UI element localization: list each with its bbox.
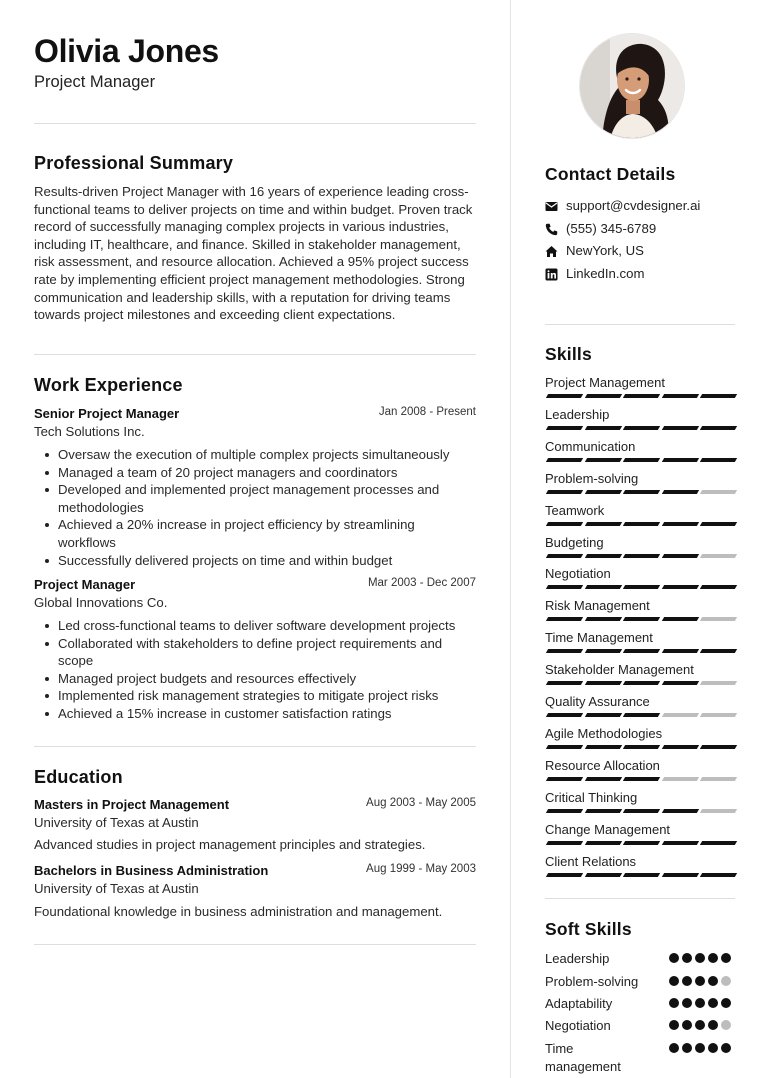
contact-text: LinkedIn.com — [566, 266, 645, 281]
skill-item — [545, 535, 735, 567]
skill-label: Client Relations — [545, 853, 637, 869]
rating-segment-filled — [700, 649, 737, 653]
phone-icon — [545, 223, 558, 236]
skill-label: Negotiation — [545, 566, 611, 582]
rating-dot-filled — [682, 1020, 692, 1030]
rating-dot-filled — [721, 953, 731, 963]
rating-segment-filled — [584, 585, 621, 589]
job-date: Jan 2008 - Present — [378, 406, 476, 418]
rating-segment-filled — [584, 873, 621, 877]
skill-label: Risk Management — [545, 598, 650, 614]
skill-item — [545, 758, 735, 790]
candidate-title: Project Manager — [34, 73, 156, 91]
rating-segment-filled — [623, 681, 660, 685]
header-divider — [34, 123, 476, 124]
rating-dot-filled — [708, 998, 718, 1008]
job-date: Mar 2003 - Dec 2007 — [367, 577, 476, 589]
rating-dot-filled — [669, 976, 679, 986]
rating-segment-filled — [623, 873, 660, 877]
rating-segment-filled — [661, 649, 698, 653]
rating-segment-filled — [546, 745, 583, 749]
rating-segment-filled — [700, 873, 737, 877]
skill-rating-bar — [545, 777, 735, 781]
education-date: Aug 1999 - May 2003 — [366, 863, 476, 875]
rating-segment-filled — [700, 522, 737, 526]
soft-skill-rating — [669, 1043, 735, 1054]
skill-label: Teamwork — [545, 502, 605, 518]
rating-segment-empty — [700, 713, 737, 717]
skill-rating-bar — [545, 681, 735, 685]
summary-text: Results-driven Project Manager with 16 years of experience leading cross-functional teams to deliver projects on time and within budget. Proven track record of successfully managing complex projects in various industries, including IT, healthcare, and finance. Skilled in stakeholder management, risk assessment, and resource allocation. Achieved a 95% project success rate by implementing efficient project management methodologies. Strong communication and leadership skills, with a reputation for driving teams towards project milestones and exceeding client expectations. — [34, 184, 473, 323]
linkedin-icon — [545, 268, 558, 281]
education-date: Aug 2003 - May 2005 — [366, 797, 476, 809]
rating-segment-filled — [623, 649, 660, 653]
rating-dot-filled — [708, 976, 718, 986]
skill-item — [545, 503, 735, 535]
rating-segment-filled — [661, 617, 698, 621]
skill-item — [545, 822, 735, 854]
rating-dot-filled — [669, 1020, 679, 1030]
rating-segment-filled — [623, 554, 660, 558]
rating-segment-filled — [546, 649, 583, 653]
rating-segment-filled — [700, 458, 737, 462]
skill-rating-bar — [545, 649, 735, 653]
rating-dot-filled — [695, 998, 705, 1008]
rating-segment-filled — [584, 458, 621, 462]
education-desc: Advanced studies in project management principles and strategies. — [34, 837, 426, 852]
rating-segment-filled — [546, 809, 583, 813]
rating-dot-filled — [708, 1020, 718, 1030]
bullet-item: Oversaw the execution of multiple complex projects simultaneously — [34, 446, 476, 464]
rating-segment-filled — [584, 777, 621, 781]
rating-segment-filled — [584, 490, 621, 494]
skill-rating-bar — [545, 617, 735, 621]
avatar — [579, 33, 685, 139]
job-company: Tech Solutions Inc. — [34, 424, 145, 439]
skill-label: Critical Thinking — [545, 789, 638, 805]
contact-email[interactable] — [545, 198, 735, 216]
rating-dot-filled — [708, 1043, 718, 1053]
soft-skills-heading: Soft Skills — [545, 919, 632, 939]
skill-rating-bar — [545, 585, 735, 589]
rating-dot-filled — [669, 1043, 679, 1053]
rating-dot-filled — [682, 976, 692, 986]
school-name: University of Texas at Austin — [34, 815, 199, 830]
rating-dot-filled — [695, 1020, 705, 1030]
rating-dot-filled — [695, 976, 705, 986]
soft-skill-rating — [669, 953, 735, 964]
summary-heading: Professional Summary — [34, 153, 234, 173]
rating-segment-filled — [546, 458, 583, 462]
rating-segment-filled — [623, 585, 660, 589]
skill-item — [545, 630, 735, 662]
skill-label: Problem-solving — [545, 470, 639, 486]
rating-segment-filled — [546, 394, 583, 398]
skill-rating-bar — [545, 554, 735, 558]
soft-skill-label: Leadership — [545, 951, 610, 966]
rating-segment-filled — [623, 522, 660, 526]
school-name: University of Texas at Austin — [34, 881, 199, 896]
home-icon — [545, 245, 558, 258]
skill-item — [545, 662, 735, 694]
skill-rating-bar — [545, 713, 735, 717]
skill-rating-bar — [545, 394, 735, 398]
soft-skill-label: Time management — [545, 1041, 621, 1074]
rating-segment-filled — [584, 617, 621, 621]
rating-segment-filled — [546, 585, 583, 589]
bullet-item: Implemented risk management strategies to mitigate project risks — [34, 687, 476, 705]
column-divider — [510, 0, 511, 1078]
envelope-icon — [545, 200, 558, 213]
skill-label: Quality Assurance — [545, 694, 650, 709]
skill-item — [545, 471, 735, 503]
rating-segment-filled — [584, 426, 621, 430]
skill-label: Budgeting — [545, 534, 604, 550]
bullet-item: Managed a team of 20 project managers and coordinators — [34, 464, 476, 482]
rating-dot-filled — [669, 953, 679, 963]
rating-segment-filled — [623, 458, 660, 462]
contact-heading: Contact Details — [545, 164, 676, 184]
skill-item — [545, 566, 735, 598]
job-bullets — [34, 446, 476, 569]
degree-title: Bachelors in Business Administration — [34, 863, 269, 878]
skill-rating-bar — [545, 809, 735, 813]
rating-segment-empty — [700, 681, 737, 685]
contact-phone[interactable] — [545, 221, 735, 239]
rating-segment-filled — [623, 841, 660, 845]
contact-divider — [545, 324, 735, 325]
education-desc: Foundational knowledge in business administration and management. — [34, 904, 443, 919]
rating-segment-filled — [661, 458, 698, 462]
rating-dot-empty — [721, 976, 731, 986]
rating-segment-filled — [584, 649, 621, 653]
contact-location — [545, 243, 735, 261]
rating-segment-filled — [661, 426, 698, 430]
soft-skill-rating — [669, 998, 735, 1009]
rating-segment-filled — [661, 554, 698, 558]
job-title: Project Manager — [34, 577, 136, 592]
skills-heading: Skills — [545, 344, 592, 364]
rating-segment-filled — [700, 426, 737, 430]
contact-text: support@cvdesigner.ai — [566, 198, 701, 213]
rating-segment-empty — [700, 617, 737, 621]
skill-item — [545, 375, 735, 407]
soft-skill-label: Problem-solving — [545, 974, 639, 989]
rating-segment-empty — [700, 777, 737, 781]
bullet-item: Successfully delivered projects on time and within budget — [34, 552, 476, 570]
rating-segment-filled — [623, 777, 660, 781]
job-header — [34, 406, 476, 424]
rating-segment-filled — [623, 426, 660, 430]
skill-label: Change Management — [545, 821, 671, 837]
rating-segment-filled — [584, 394, 621, 398]
rating-segment-empty — [661, 777, 698, 781]
job-company: Global Innovations Co. — [34, 595, 168, 610]
rating-segment-filled — [546, 841, 583, 845]
contact-text: NewYork, US — [566, 243, 644, 258]
bullet-item: Achieved a 15% increase in customer satisfaction ratings — [34, 705, 476, 723]
skill-label: Stakeholder Management — [545, 662, 694, 678]
skill-rating-bar — [545, 426, 735, 430]
soft-skill-rating — [669, 1020, 735, 1031]
rating-segment-filled — [661, 522, 698, 526]
rating-dot-filled — [682, 998, 692, 1008]
skill-label: Communication — [545, 438, 636, 454]
skill-rating-bar — [545, 522, 735, 526]
rating-segment-filled — [623, 713, 660, 717]
rating-segment-filled — [623, 617, 660, 621]
rating-dot-filled — [695, 953, 705, 963]
contact-text: (555) 345-6789 — [566, 221, 657, 236]
rating-segment-filled — [584, 745, 621, 749]
skill-rating-bar — [545, 841, 735, 845]
candidate-name: Olivia Jones — [34, 33, 219, 69]
education-header — [34, 797, 476, 815]
rating-segment-filled — [546, 554, 583, 558]
rating-segment-filled — [546, 617, 583, 621]
skill-rating-bar — [545, 873, 735, 877]
rating-segment-empty — [700, 554, 737, 558]
bullet-item: Managed project budgets and resources effectively — [34, 670, 476, 688]
rating-segment-filled — [584, 713, 621, 717]
rating-segment-filled — [700, 745, 737, 749]
contact-linkedin[interactable] — [545, 266, 735, 284]
rating-segment-filled — [584, 809, 621, 813]
rating-dot-filled — [708, 953, 718, 963]
skill-item — [545, 854, 735, 886]
rating-segment-empty — [700, 490, 737, 494]
skill-label: Time Management — [545, 630, 653, 646]
rating-dot-filled — [682, 1043, 692, 1053]
skill-label: Project Management — [545, 375, 665, 390]
degree-title: Masters in Project Management — [34, 797, 230, 812]
skill-item — [545, 439, 735, 471]
experience-divider — [34, 746, 476, 747]
rating-segment-filled — [623, 394, 660, 398]
rating-dot-filled — [682, 953, 692, 963]
rating-dot-filled — [721, 1043, 731, 1053]
profile-photo — [580, 34, 685, 139]
rating-segment-filled — [661, 745, 698, 749]
rating-segment-filled — [623, 745, 660, 749]
rating-segment-filled — [546, 873, 583, 877]
skill-rating-bar — [545, 490, 735, 494]
rating-segment-filled — [546, 681, 583, 685]
rating-segment-filled — [584, 554, 621, 558]
rating-segment-filled — [700, 585, 737, 589]
rating-segment-filled — [623, 809, 660, 813]
rating-segment-filled — [661, 809, 698, 813]
rating-segment-empty — [661, 713, 698, 717]
rating-segment-filled — [661, 841, 698, 845]
rating-segment-filled — [546, 522, 583, 526]
rating-segment-filled — [584, 841, 621, 845]
skill-item — [545, 694, 735, 726]
rating-segment-filled — [546, 713, 583, 717]
rating-segment-filled — [584, 522, 621, 526]
job-bullets — [34, 617, 476, 723]
rating-segment-filled — [661, 585, 698, 589]
skill-label: Agile Methodologies — [545, 725, 663, 741]
bullet-item: Developed and implemented project management processes and methodologies — [34, 481, 476, 516]
rating-segment-filled — [584, 681, 621, 685]
rating-dot-filled — [721, 998, 731, 1008]
rating-segment-filled — [661, 394, 698, 398]
rating-dot-filled — [669, 998, 679, 1008]
summary-divider — [34, 354, 476, 355]
rating-dot-empty — [721, 1020, 731, 1030]
job-header — [34, 577, 476, 595]
rating-segment-filled — [661, 490, 698, 494]
rating-segment-filled — [546, 777, 583, 781]
skill-rating-bar — [545, 745, 735, 749]
rating-segment-filled — [700, 394, 737, 398]
rating-segment-filled — [623, 490, 660, 494]
rating-segment-filled — [546, 490, 583, 494]
education-header — [34, 863, 476, 881]
skills-divider — [545, 898, 735, 899]
skill-label: Resource Allocation — [545, 757, 660, 773]
rating-segment-filled — [661, 873, 698, 877]
rating-segment-filled — [546, 426, 583, 430]
skill-item — [545, 407, 735, 439]
soft-skill-label: Negotiation — [545, 1018, 611, 1033]
skill-label: Leadership — [545, 406, 610, 422]
rating-dot-filled — [695, 1043, 705, 1053]
experience-heading: Work Experience — [34, 375, 183, 395]
education-heading: Education — [34, 767, 123, 787]
rating-segment-filled — [661, 681, 698, 685]
job-title: Senior Project Manager — [34, 406, 180, 421]
rating-segment-empty — [700, 809, 737, 813]
bullet-item: Achieved a 20% increase in project efficiency by streamlining workflows — [34, 516, 476, 551]
rating-segment-filled — [700, 841, 737, 845]
skill-item — [545, 726, 735, 758]
skill-item — [545, 598, 735, 630]
skill-rating-bar — [545, 458, 735, 462]
bullet-item: Collaborated with stakeholders to define project requirements and scope — [34, 635, 476, 670]
soft-skill-rating — [669, 976, 735, 987]
bullet-item: Led cross-functional teams to deliver software development projects — [34, 617, 476, 635]
skill-item — [545, 790, 735, 822]
education-divider — [34, 944, 476, 945]
soft-skill-label: Adaptability — [545, 996, 613, 1011]
